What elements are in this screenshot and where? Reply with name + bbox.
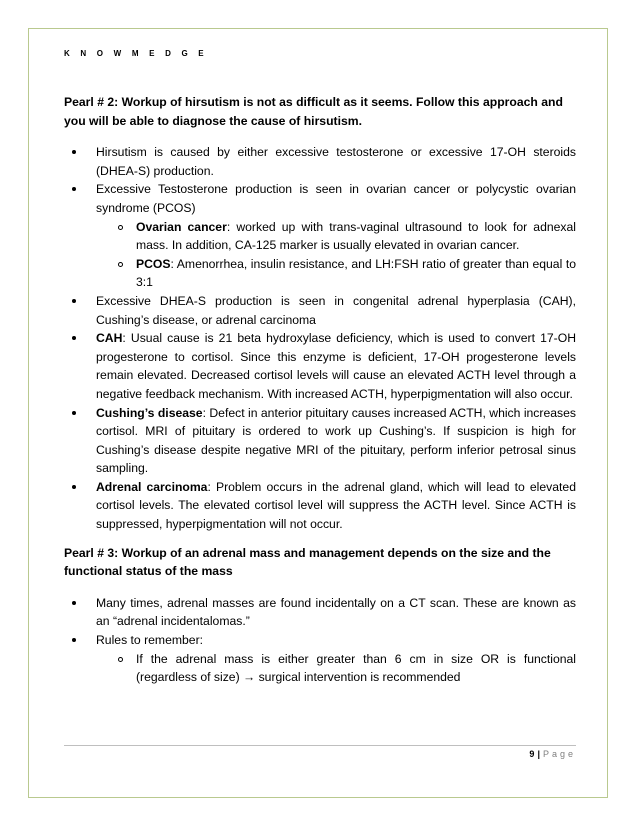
list-item: Many times, adrenal masses are found incidentally on a CT scan. These are known as an “adrenal incidentalomas.” bbox=[64, 594, 576, 631]
list-item bbox=[64, 631, 576, 687]
page-label: Page bbox=[542, 749, 576, 759]
term-text: : Usual cause is 21 beta hydroxylase deficiency, which is used to convert 17-OH progesterone to cortisol. Since this enzyme is deficient, 17-OH progesterone levels remain elevated. Decreased cortisol levels will cause an elevated ACTH level through a negative feedback mechanism. With increased ACTH, hyperpigmentation will also occur. bbox=[96, 331, 576, 401]
term: PCOS bbox=[136, 256, 171, 271]
list-item: Hirsutism is caused by either excessive testosterone or excessive 17-OH steroids (DHEA-S) production. bbox=[64, 143, 576, 180]
sub-list-item: If the adrenal mass is either greater than 6 cm in size OR is functional (regardless of size) → surgical intervention is recommended bbox=[96, 650, 576, 687]
term-text: : worked up with trans-vaginal ultrasound to look for adnexal mass. In addition, CA-125 marker is usually elevated in ovarian cancer. bbox=[136, 219, 576, 253]
header-brand: K N O W M E D G E bbox=[64, 49, 208, 58]
list-item: Excessive DHEA-S production is seen in congenital adrenal hyperplasia (CAH), Cushing’s disease, or adrenal carcinoma bbox=[64, 292, 576, 329]
sub-list bbox=[96, 218, 576, 292]
pearl-3-list bbox=[64, 594, 576, 687]
list-item-text: Rules to remember: bbox=[96, 633, 204, 648]
page-number: 9 bbox=[529, 749, 535, 759]
sub-list-item bbox=[96, 255, 576, 292]
list-item-text: Excessive Testosterone production is seen in ovarian cancer or polycystic ovarian syndrome (PCOS) bbox=[96, 182, 576, 215]
list-item bbox=[64, 478, 576, 534]
pearl-2-list bbox=[64, 143, 576, 533]
term: Adrenal carcinoma bbox=[96, 479, 208, 494]
term: Ovarian cancer bbox=[136, 219, 227, 234]
term-text: : Amenorrhea, insulin resistance, and LH:FSH ratio of greater than equal to 3:1 bbox=[136, 256, 576, 290]
list-item bbox=[64, 404, 576, 478]
page-footer bbox=[529, 749, 576, 759]
term-text: : Defect in anterior pituitary causes increased ACTH, which increases cortisol. MRI of pituitary is ordered to work up Cushing’s. If suspicion is high for Cushing’s disease despite negative MRI of the pituitary, perform inferior petrosal sinus sampling. bbox=[96, 405, 576, 476]
footer-divider bbox=[64, 745, 576, 746]
list-item bbox=[64, 180, 576, 292]
term: CAH bbox=[96, 331, 123, 346]
term: Cushing’s disease bbox=[96, 405, 203, 420]
term-text: : Problem occurs in the adrenal gland, which will lead to elevated cortisol levels. The elevated cortisol level will suppress the ACTH level. Since ACTH is suppressed, hyperpigmentation will not occur. bbox=[96, 479, 576, 532]
page-content bbox=[64, 93, 576, 687]
footer-separator: | bbox=[537, 749, 540, 759]
sub-list-item bbox=[96, 218, 576, 255]
spacer bbox=[64, 534, 576, 544]
sub-list bbox=[96, 650, 576, 687]
list-item bbox=[64, 329, 576, 403]
pearl-2-heading: Pearl # 2: Workup of hirsutism is not as difficult as it seems. Follow this approach and you will be able to diagnose the cause of hirsutism. bbox=[64, 95, 563, 128]
pearl-3-heading: Pearl # 3: Workup of an adrenal mass and management depends on the size and the functional status of the mass bbox=[64, 545, 551, 579]
